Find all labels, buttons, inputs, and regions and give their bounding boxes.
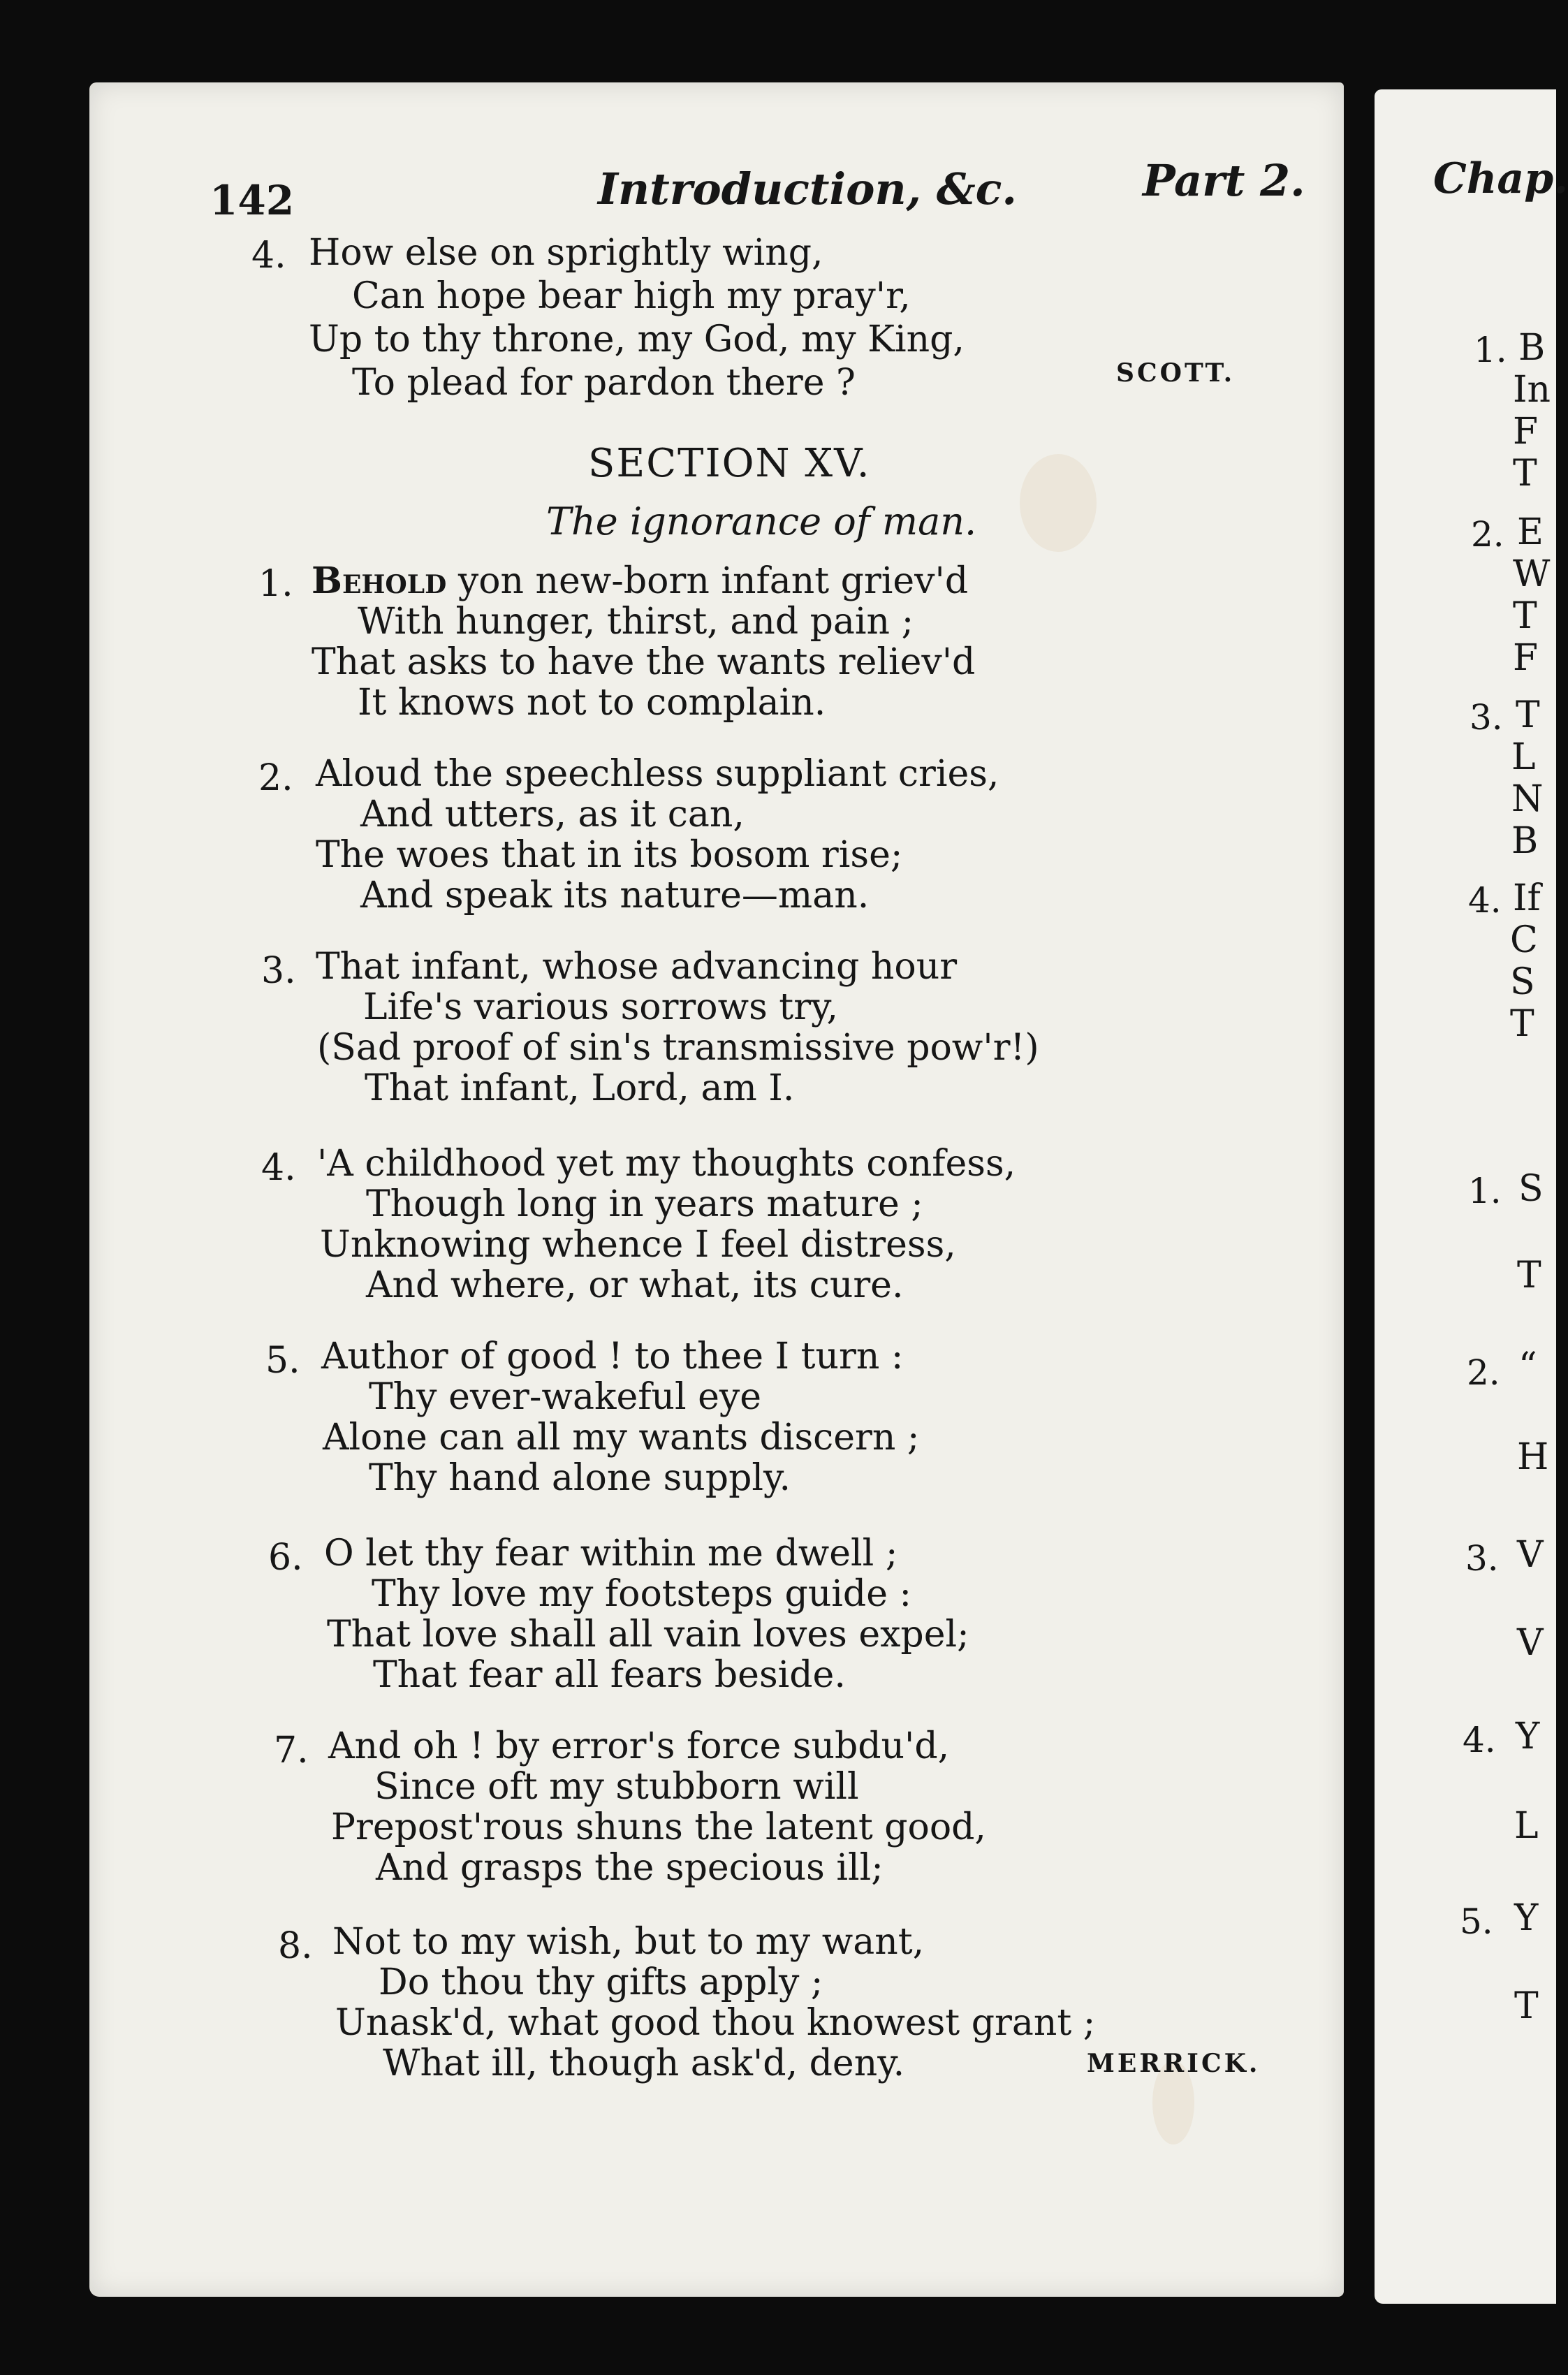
right-number: 1.	[1474, 330, 1507, 370]
verse-line: And speak its nature—man.	[360, 875, 870, 916]
part-label: Part 2.	[1143, 155, 1305, 206]
verse-line: Thy ever-wakeful eye	[369, 1376, 762, 1418]
right-fragment: C	[1510, 919, 1538, 961]
verse-line: 'A childhood yet my thoughts confess,	[317, 1143, 1016, 1185]
verse-line: Aloud the speechless suppliant cries,	[316, 753, 999, 795]
verse-line: Thy love my footsteps guide :	[372, 1573, 912, 1615]
right-fragment: B	[1511, 820, 1539, 862]
right-number: 1.	[1468, 1171, 1502, 1211]
right-fragment: If	[1513, 877, 1541, 919]
verse-line: Alone can all my wants discern ;	[323, 1417, 920, 1459]
verse-line: Not to my wish, but to my want,	[332, 1921, 925, 1963]
verse-line: Life's various sorrows try,	[363, 986, 839, 1028]
right-number: 4.	[1463, 1720, 1496, 1760]
verse-line: That infant, whose advancing hour	[316, 946, 958, 988]
verse-line: Thy hand alone supply.	[369, 1457, 791, 1499]
verse-line: It knows not to complain.	[358, 682, 826, 724]
verse-line: And utters, as it can,	[360, 794, 745, 835]
right-fragment: S	[1510, 961, 1535, 1003]
verse-line: Up to thy throne, my God, my King,	[309, 319, 965, 360]
right-fragment: T	[1517, 1255, 1541, 1296]
right-fragment: “	[1518, 1345, 1537, 1387]
right-number: 3.	[1465, 1538, 1499, 1579]
right-number: 2.	[1467, 1352, 1500, 1393]
verse-line: Since oft my stubborn will	[374, 1766, 859, 1808]
stanza-number: 1.	[258, 563, 293, 605]
right-fragment: E	[1517, 511, 1544, 553]
verse-line: That asks to have the wants reliev'd	[312, 641, 976, 683]
author-credit: SCOTT.	[1116, 358, 1236, 388]
verse-line: Unknowing whence I feel distress,	[320, 1224, 956, 1266]
verse-line: That infant, Lord, am I.	[365, 1067, 795, 1109]
right-fragment: H	[1517, 1436, 1549, 1478]
stanza-number: 5.	[265, 1340, 300, 1382]
right-fragment: F	[1513, 637, 1539, 679]
right-fragment: F	[1513, 411, 1539, 453]
stanza-number: 4.	[251, 235, 286, 277]
verse-line: The woes that in its bosom rise;	[316, 834, 903, 876]
verse-line: And oh ! by error's force subdu'd,	[328, 1725, 950, 1767]
verse-line: And grasps the specious ill;	[376, 1847, 884, 1889]
verse-line: What ill, though ask'd, deny.	[383, 2042, 905, 2084]
right-fragment: T	[1516, 694, 1540, 736]
right-fragment: V	[1517, 1534, 1544, 1576]
right-fragment: L	[1514, 1805, 1539, 1847]
stanza-number: 2.	[258, 757, 293, 799]
stanza-number: 3.	[261, 950, 296, 992]
verse-line	[312, 560, 969, 602]
right-fragment: T	[1513, 595, 1537, 637]
section-title: SECTION XV.	[588, 441, 871, 486]
right-fragment: B	[1518, 327, 1546, 369]
verse-line: To plead for pardon there ?	[352, 362, 856, 404]
right-page-header: Chap.	[1433, 154, 1568, 203]
verse-line: That fear all fears beside.	[373, 1654, 846, 1696]
verse-line: And where, or what, its cure.	[366, 1264, 904, 1306]
verse-line: Though long in years mature ;	[366, 1183, 923, 1225]
verse-line: How else on sprightly wing,	[309, 232, 823, 274]
right-fragment: W	[1513, 553, 1551, 595]
verse-line: Unask'd, what good thou knowest grant ;	[335, 2002, 1096, 2044]
right-fragment: In	[1513, 369, 1551, 411]
stanza-number: 6.	[268, 1537, 303, 1579]
verse-line: That love shall all vain loves expel;	[327, 1614, 969, 1656]
right-fragment: Y	[1514, 1897, 1539, 1939]
right-fragment: T	[1514, 1985, 1539, 2027]
running-title: Introduction, &c.	[598, 163, 1018, 214]
verse-line: Prepost'rous shuns the latent good,	[331, 1806, 986, 1848]
verse-line: With hunger, thirst, and pain ;	[358, 601, 914, 643]
stanza-number: 4.	[261, 1147, 296, 1189]
right-fragment: L	[1511, 736, 1536, 778]
verse-line: Author of good ! to thee I turn :	[321, 1336, 904, 1378]
verse-line: O let thy fear within me dwell ;	[324, 1533, 898, 1574]
page-stain	[1020, 454, 1097, 552]
right-fragment: N	[1511, 778, 1544, 820]
right-number: 5.	[1460, 1901, 1493, 1942]
verse-line: (Sad proof of sin's transmissive pow'r!)	[317, 1027, 1039, 1069]
right-fragment: S	[1518, 1168, 1544, 1210]
right-fragment: V	[1517, 1622, 1544, 1664]
right-number: 2.	[1471, 514, 1504, 555]
section-subtitle: The ignorance of man.	[546, 499, 977, 543]
verse-line: Can hope bear high my pray'r,	[352, 275, 911, 317]
right-number: 4.	[1468, 880, 1502, 921]
right-number: 3.	[1470, 697, 1503, 738]
right-fragment: T	[1510, 1003, 1534, 1045]
verse-line: Do thou thy gifts apply ;	[379, 1961, 823, 2003]
stanza-number: 7.	[274, 1730, 309, 1771]
drop-word: Behold	[312, 560, 447, 602]
verse-line-rest: yon new-born infant griev'd	[446, 560, 969, 602]
right-fragment: T	[1513, 453, 1537, 495]
right-fragment: Y	[1516, 1716, 1540, 1758]
stanza-number: 8.	[278, 1925, 313, 1967]
page-number: 142	[210, 177, 295, 224]
author-credit: MERRICK.	[1087, 2049, 1261, 2078]
